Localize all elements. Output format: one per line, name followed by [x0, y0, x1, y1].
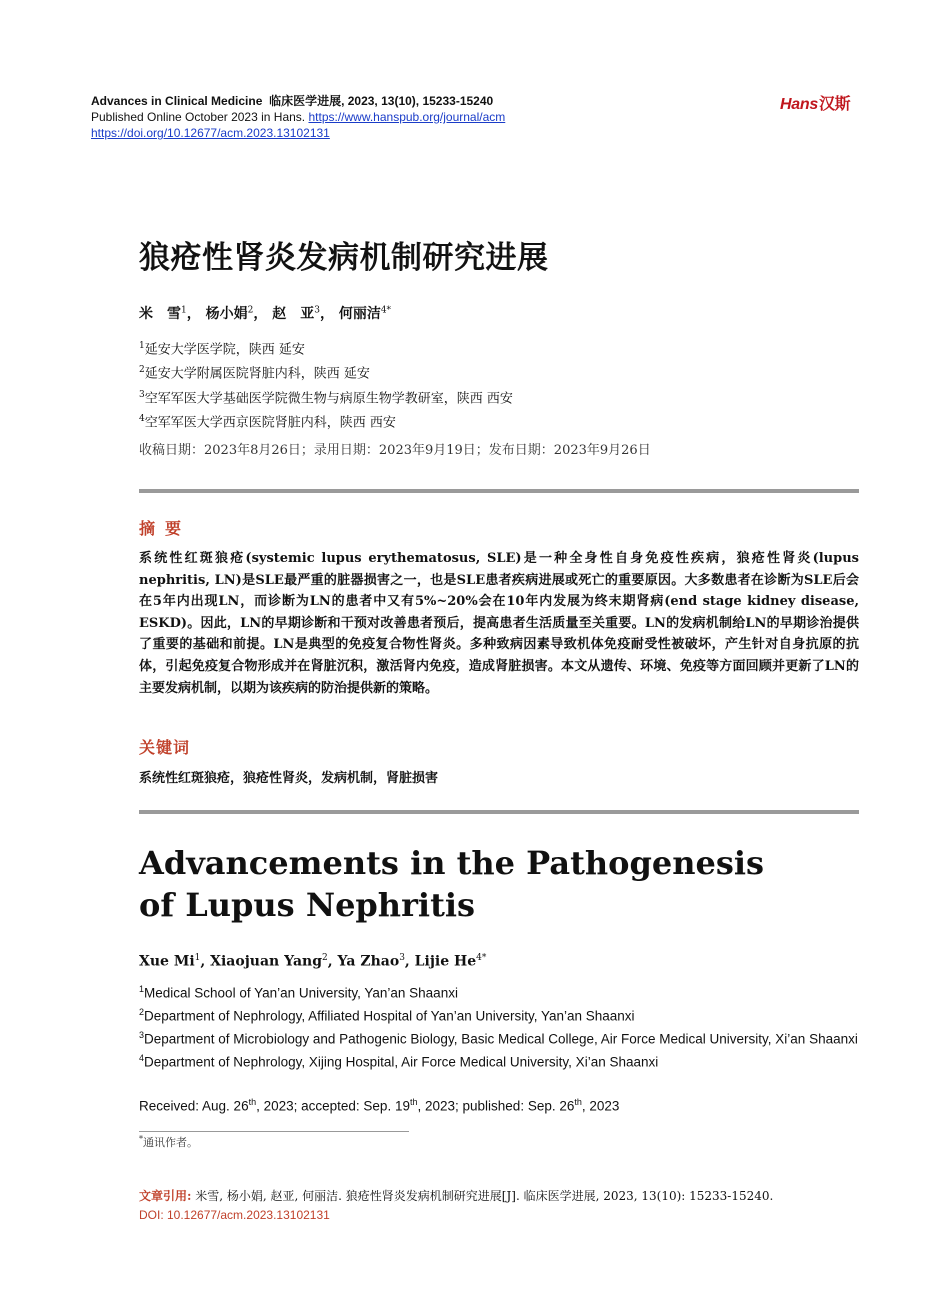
citation-text: 米雪, 杨小娟, 赵亚, 何丽洁. 狼疮性肾炎发病机制研究进展[J]. 临床医学进展, 2023, 13(10): 15233-15240. — [191, 1189, 774, 1203]
title-cn: 狼疮性肾炎发病机制研究进展 — [139, 240, 549, 276]
journal-link[interactable]: https://www.hanspub.org/journal/acm — [308, 110, 506, 124]
author: Ya Zhao — [337, 953, 400, 970]
affiliations-cn — [139, 336, 513, 433]
affiliation — [139, 385, 513, 409]
author-sep: ， — [253, 306, 268, 322]
author-sep: ， — [319, 306, 334, 322]
affil-sup: 3 — [139, 389, 145, 400]
affiliation — [139, 360, 513, 384]
author: 何丽洁 — [338, 306, 381, 322]
title-en-line: Advancements in the Pathogenesis — [139, 844, 765, 882]
journal-citation-cn: 临床医学进展, 2023, 13(10), 15233-15240 — [269, 94, 494, 108]
author-sup: 4* — [380, 305, 392, 316]
author-sup: 3 — [314, 305, 320, 316]
affil-sup: 1 — [139, 341, 145, 351]
author: Lijie He — [414, 953, 477, 970]
author-sup: 2 — [322, 953, 328, 963]
affil-text: 空军军医大学基础医学院微生物与病原生物学教研室，陕西 西安 — [144, 390, 513, 406]
author-sup: 1 — [194, 953, 201, 963]
citation-doi[interactable]: DOI: 10.12677/acm.2023.13102131 — [139, 1208, 330, 1222]
received-date: Received: Aug. 26 — [139, 1098, 249, 1114]
author-sup: 3 — [399, 953, 405, 963]
journal-name: Advances in Clinical Medicine — [91, 94, 263, 108]
citation — [139, 1187, 859, 1225]
title-en-line: of Lupus Nephritis — [139, 886, 476, 924]
published-date: , 2023; published: Sep. 26 — [417, 1098, 575, 1114]
published-note: Published Online October 2023 in Hans. — [91, 110, 306, 124]
footnote-text: 通讯作者。 — [143, 1136, 198, 1149]
author-sep: , — [200, 953, 211, 970]
affiliation — [139, 409, 513, 433]
affil-text: Medical School of Yan’an University, Yan’an Shaanxi — [144, 985, 458, 1001]
affil-sup: 2 — [139, 365, 145, 376]
journal-header — [91, 93, 505, 141]
affiliation — [139, 1003, 859, 1026]
affiliation — [139, 1049, 859, 1072]
keywords-heading: 关键词 — [139, 738, 191, 757]
abstract-heading: 摘要 — [139, 519, 192, 538]
abstract-text: 系统性红斑狼疮(systemic lupus erythematosus, SLE)是一种全身性自身免疫性疾病，狼疮性肾炎(lupus nephritis, LN)是SLE最严重的脏器损害之一，也是SLE患者疾病进展或死亡的重要原因。大多数患者在诊断为SLE后会在5年内出现LN，而诊断为LN的患者中又有5%~20%会在10年内发展为终末期肾病(end stage kidney disease, ESKD)。因此，LN的早期诊断和干预对改善患者预后，提高患者生活质量至关重要。LN的发病机制给LN的早期诊治提供了重要的基础和前提。LN是典型的免疫复合物性肾炎。多种致病因素导致机体免疫耐受性被破坏，产生针对自身抗原的抗体，引起免疫复合物形成并在肾脏沉积，激活肾内免疫，造成肾脏损害。本文从遗传、环境、免疫等方面回顾并更新了LN的主要发病机制，以期为该疾病的防治提供新的策略。 — [139, 551, 859, 696]
affil-sup: 4 — [139, 413, 145, 424]
affiliation — [139, 1026, 859, 1049]
logo-cn: 汉斯 — [818, 96, 851, 113]
affil-text: Department of Nephrology, Affiliated Hospital of Yan’an University, Yan’an Shaanxi — [144, 1008, 635, 1024]
year: , 2023 — [581, 1098, 620, 1114]
author-sep: , — [404, 953, 415, 970]
section-divider — [139, 810, 859, 814]
date-sup: th — [409, 1097, 418, 1107]
author-sup: 1 — [181, 305, 187, 316]
author: 杨小娟 — [205, 306, 248, 322]
affil-sup: 3 — [139, 1030, 145, 1040]
affil-sup: 4 — [139, 1053, 145, 1063]
date-sup: th — [574, 1097, 582, 1107]
author: 赵 亚 — [272, 306, 315, 322]
accepted-date: , 2023; accepted: Sep. 19 — [256, 1098, 410, 1114]
keywords-text: 系统性红斑狼疮，狼疮性肾炎，发病机制，肾脏损害 — [139, 771, 439, 786]
dates-en — [139, 1097, 619, 1114]
author: Xiaojuan Yang — [210, 953, 323, 970]
affil-text: 延安大学附属医院肾脏内科，陕西 延安 — [144, 366, 370, 382]
authors-en — [139, 953, 486, 970]
date-sup: th — [248, 1097, 257, 1107]
logo-text: Hans — [780, 96, 818, 113]
author: 米 雪 — [139, 306, 181, 322]
dates-cn: 收稿日期：2023年8月26日；录用日期：2023年9月19日；发布日期：2023年9月26日 — [139, 443, 651, 458]
authors-cn — [139, 303, 391, 323]
affiliation — [139, 336, 513, 360]
affiliation — [139, 980, 859, 1003]
author-sep: ， — [186, 306, 201, 322]
affil-text: Department of Microbiology and Pathogenic Biology, Basic Medical College, Air Force Medical University, Xi’an Shaanxi — [144, 1031, 858, 1047]
author-sup: 4* — [476, 953, 487, 963]
doi-link[interactable]: https://doi.org/10.12677/acm.2023.13102131 — [91, 126, 330, 140]
affil-text: 延安大学医学院，陕西 延安 — [144, 342, 305, 358]
affiliations-en — [139, 980, 859, 1072]
affil-text: 空军军医大学西京医院肾脏内科，陕西 西安 — [144, 415, 396, 431]
title-en — [139, 842, 764, 926]
footnote-rule — [139, 1131, 409, 1132]
affil-sup: 1 — [139, 984, 145, 994]
author-sup: 2 — [247, 305, 254, 316]
affil-text: Department of Nephrology, Xijing Hospital, Air Force Medical University, Xi’an Shaanxi — [144, 1054, 659, 1070]
affil-sup: 2 — [139, 1007, 145, 1017]
hans-logo — [779, 91, 850, 114]
citation-label: 文章引用: — [139, 1189, 192, 1203]
section-divider — [139, 489, 859, 493]
footnote-sup: * — [139, 1134, 143, 1144]
author-sep: , — [327, 953, 338, 970]
author: Xue Mi — [139, 953, 195, 970]
footnote — [139, 1134, 198, 1150]
